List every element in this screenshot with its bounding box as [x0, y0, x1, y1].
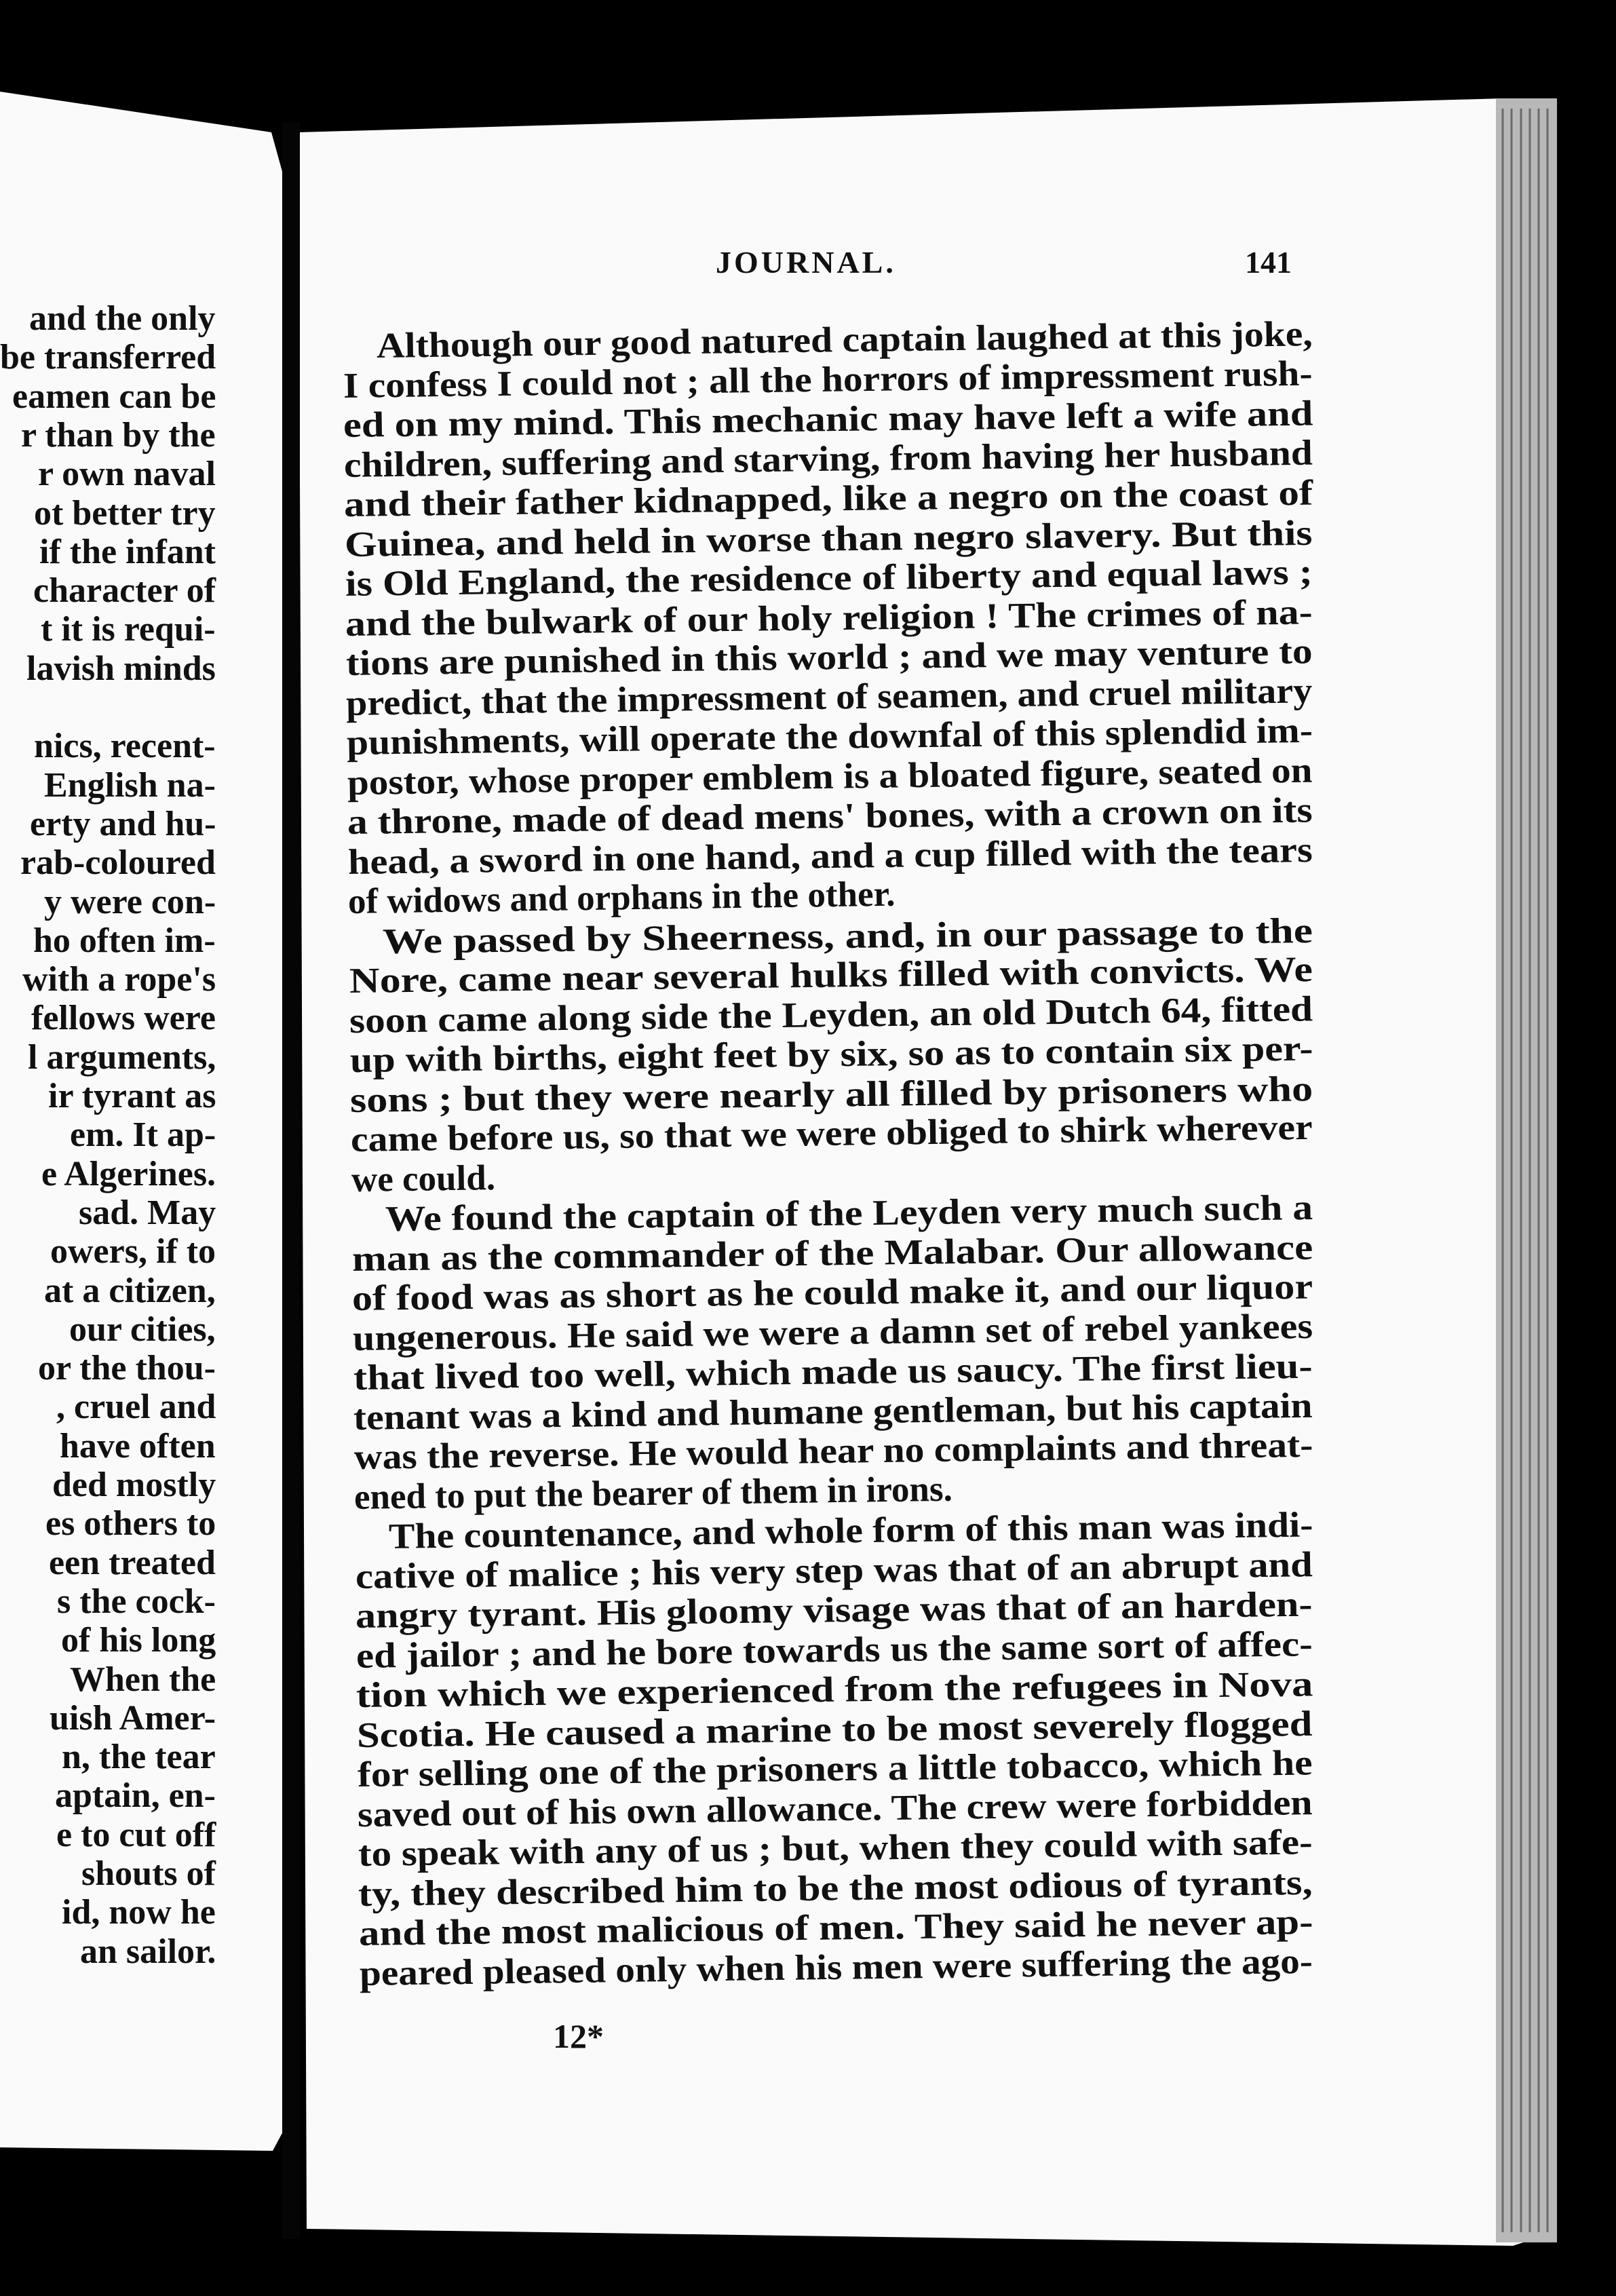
left-page-line: be transferred — [0, 338, 216, 377]
body-text-line: soon came along side the Leyden, an old Dutch 64, fitted — [349, 989, 1313, 1041]
left-page-line: r own naval — [38, 455, 216, 494]
left-page-line: fellows were — [31, 999, 216, 1038]
left-page-line: with a rope's — [22, 960, 216, 999]
left-page-line: our cities, — [69, 1309, 216, 1349]
left-page-line: shouts of — [81, 1854, 216, 1893]
body-text-line: I confess I could not ; all the horrors of impressment rush- — [343, 353, 1313, 406]
left-page-line: sad. May — [79, 1193, 216, 1232]
body-text-line: saved out of his own allowance. The crew were forbidden — [357, 1782, 1313, 1835]
gutter — [282, 122, 300, 2239]
left-page-line: lavish minds — [26, 649, 216, 688]
left-page-line: n, the tear — [62, 1738, 216, 1777]
left-page-line: ded mostly — [52, 1466, 216, 1504]
left-page-line: ho often im- — [33, 921, 216, 960]
body-text-line: tions are punished in this world ; and we may venture to — [345, 632, 1313, 683]
body-text-line: up with births, eight feet by six, so as to contain six per- — [349, 1029, 1313, 1080]
body-text-line: Nore, came near several hulks filled with convicts. We — [349, 950, 1313, 1001]
left-page-line: r than by the — [21, 415, 216, 455]
body-text-line: We passed by Sheerness, and, in our passage to the — [382, 911, 1313, 961]
body-text-line: postor, whose proper emblem is a bloated figure, seated on — [347, 750, 1313, 803]
left-page-line: of his long — [61, 1621, 216, 1660]
body-text-line: we could. — [351, 1157, 496, 1200]
body-text-line: came before us, so that we were obliged to shirk wherever — [350, 1107, 1313, 1160]
body-text-line: man as the commander of the Malabar. Our allowance — [351, 1227, 1313, 1279]
body-text-line: for selling one of the prisoners a little tobacco, which he — [357, 1743, 1313, 1795]
body-text-line: a throne, made of dead mens' bones, with a crown on its — [347, 790, 1313, 842]
body-text-line: was the reverse. He would hear no complaints and threat- — [353, 1425, 1313, 1477]
body-text-line: ed jailor ; and he bore towards us the same sort of affec- — [355, 1624, 1313, 1676]
body-text-line: peared pleased only when his men were suffering the ago- — [359, 1941, 1313, 1993]
body-text-line: tion which we experienced from the refugees in Nova — [355, 1664, 1313, 1715]
left-page-line: English na- — [44, 765, 216, 805]
body-text-line: and the most malicious of men. They said he never ap- — [358, 1902, 1313, 1953]
body-text-line: and their father kidnapped, like a negro on the coast of — [343, 473, 1313, 524]
left-page-line: erty and hu- — [30, 804, 216, 843]
left-page-line: at a citizen, — [44, 1271, 216, 1310]
left-page-line: aptain, en- — [55, 1776, 216, 1816]
left-page-line: character of — [33, 571, 216, 611]
body-text-line: tenant was a kind and humane gentleman, but his captain — [353, 1385, 1313, 1438]
left-page-line: ir tyrant as — [48, 1077, 216, 1115]
left-page-line: have often — [60, 1426, 216, 1466]
left-page-line: e Algerines. — [41, 1154, 216, 1193]
running-head: JOURNAL. — [716, 245, 896, 280]
body-text-line: ened to put the bearer of them in irons. — [353, 1469, 953, 1517]
left-page-line: if the infant — [39, 532, 216, 571]
left-page-line: or the thou- — [38, 1349, 216, 1388]
body-text-line: punishments, will operate the downfal of this splendid im- — [346, 710, 1313, 763]
left-page-line: l arguments, — [28, 1037, 216, 1077]
body-text-line: that lived too well, which made us saucy. The first lieu- — [353, 1346, 1313, 1398]
body-text-line: The countenance, and whole form of this man was indi- — [388, 1505, 1313, 1556]
body-text-line: Although our good natured captain laughed at this joke, — [376, 314, 1313, 366]
left-page-line: owers, if to — [50, 1232, 216, 1271]
left-page-line: s the cock- — [57, 1582, 216, 1621]
signature-mark: 12* — [553, 2017, 604, 2055]
left-page-line: eamen can be — [12, 377, 216, 416]
left-page-line: When the — [70, 1660, 216, 1699]
body-text-line: ungenerous. He said we were a damn set of rebel yankees — [352, 1306, 1313, 1358]
page-number: 141 — [1245, 245, 1292, 280]
body-text-line: children, suffering and starving, from having her husband — [343, 433, 1313, 485]
left-page-line: rab-coloured — [20, 843, 216, 883]
left-page-line: e to cut off — [56, 1815, 216, 1854]
body-text-line: predict, that the impressment of seamen, and cruel military — [345, 670, 1313, 723]
left-page-line: t it is requi- — [41, 610, 216, 649]
body-text-line: ed on my mind. This mechanic may have left a wife and — [343, 394, 1313, 445]
body-text-line: head, a sword in one hand, and a cup filled with the tears — [347, 830, 1313, 882]
left-page-line: , cruel and — [56, 1388, 216, 1427]
body-text-line: is Old England, the residence of liberty and equal laws ; — [345, 552, 1313, 604]
body-text-line: Scotia. He caused a marine to be most severely flogged — [356, 1704, 1313, 1755]
left-page-line: em. It ap- — [70, 1115, 216, 1155]
left-page-line: nics, recent- — [34, 727, 216, 766]
body-text-line: sons ; but they were nearly all filled by prisoners who — [349, 1069, 1313, 1120]
body-text-line: to speak with any of us ; but, when they could with safe- — [358, 1822, 1313, 1874]
left-page-line: ot better try — [34, 493, 216, 533]
left-page-line: es others to — [45, 1504, 216, 1544]
body-text-line: angry tyrant. His gloomy visage was that of an harden- — [355, 1584, 1313, 1636]
left-page-line: id, now he — [62, 1893, 216, 1932]
body-text-line: We found the captain of the Leyden very much such a — [385, 1188, 1313, 1239]
left-page-line: y were con- — [44, 882, 216, 921]
body-text-line: of widows and orphans in the other. — [347, 874, 896, 921]
body-text-line: of food was as short as he could make it, and our liquor — [351, 1267, 1313, 1318]
left-page-line: een treated — [49, 1543, 216, 1582]
left-page-line: uish Amer- — [50, 1698, 216, 1738]
body-text-line: cative of malice ; his very step was that of an abrupt and — [355, 1544, 1313, 1596]
body-text-line: Guinea, and held in worse than negro slavery. But this — [344, 513, 1313, 565]
left-page-fragment — [0, 299, 231, 2063]
left-page-line: an sailor. — [80, 1932, 216, 1971]
left-page-line: and the only — [29, 299, 216, 338]
body-text-line: ty, they described him to be the most odious of tyrants, — [358, 1862, 1313, 1914]
body-text-line: and the bulwark of our holy religion ! The crimes of na- — [345, 592, 1313, 644]
